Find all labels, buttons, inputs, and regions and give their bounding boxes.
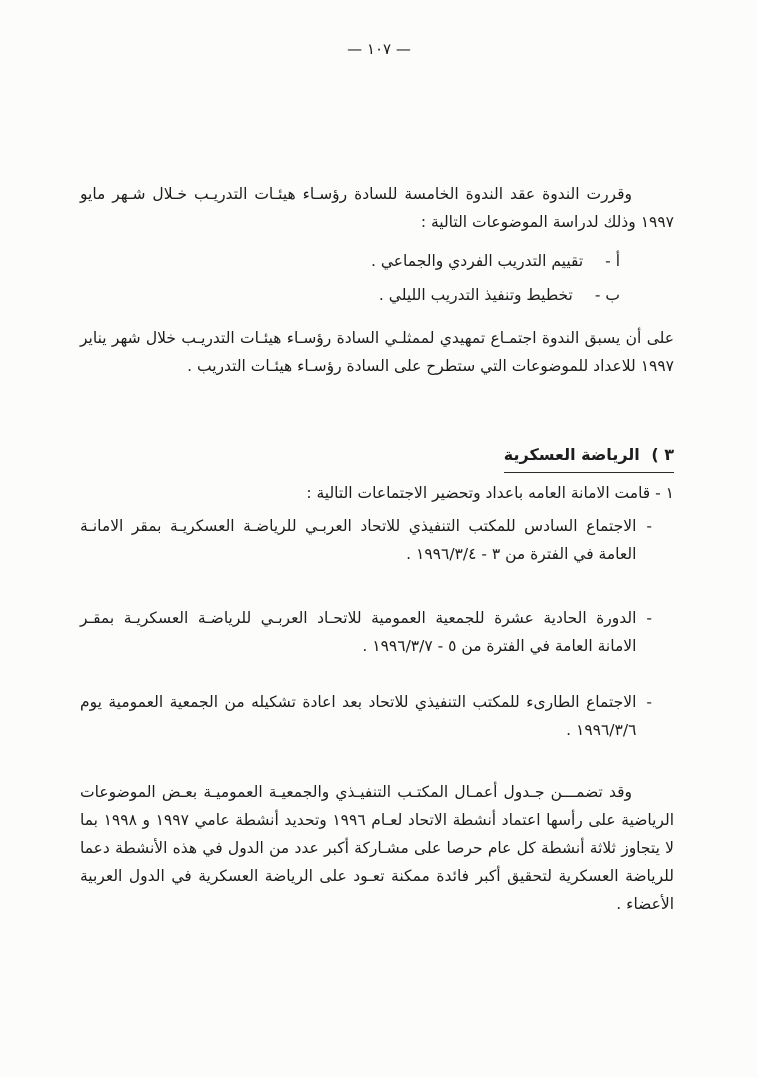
- closing-paragraph: وقد تضمـــن جـدول أعمـال المكتـب التنفيـذي والجمعيـة العموميـة بعـض الموضوعات الرياضية على رأسها اعتماد أنشطة الاتحاد لعـام ١٩٩٦ وتحديد أنشطة عامي ١٩٩٧ و ١٩٩٨ بما لا يتجاوز ثلاثة أنشطة كل عام حرصا على مشـاركة أكبر عدد من الدول في هذه الأنشطة دعما للرياضة العسكرية لتحقيق أكبر فائدة ممكنة تعـود على الرياضة العسكرية في الدول العربية الأعضاء .: [80, 783, 674, 913]
- list-item-a-text: تقييم التدريب الفردي والجماعي .: [371, 252, 584, 270]
- numbered-item: ١ - قامت الامانة العامه باعداد وتحضير الاجتماعات التالية :: [306, 484, 674, 502]
- intro-paragraph: وقررت الندوة عقد الندوة الخامسة للسادة رؤسـاء هيئـات التدريـب خـلال شـهر مايو ١٩٩٧ وذلك لدراسة الموضوعات التالية :: [80, 185, 674, 231]
- bullet-item-1: [80, 512, 652, 568]
- followup-paragraph: على أن يسبق الندوة اجتمـاع تمهيدي لممثلـي السادة رؤسـاء هيئـات التدريـب خلال شهر يناير ١٩٩٧ للاعداد للموضوعات التي ستطرح على السادة رؤسـاء هيئـات التدريب .: [80, 329, 674, 375]
- bullet-1-text: الاجتماع السادس للمكتب التنفيذي للاتحاد العربـي للرياضـة العسكريـة بمقر الامانـة العامة في الفترة من ٣ - ١٩٩٦/٣/٤ .: [80, 517, 637, 563]
- bullet-item-2: [80, 604, 652, 660]
- bullet-1-dash: -: [646, 517, 652, 535]
- section-number: ٣ ): [651, 445, 674, 464]
- section-heading: [504, 442, 674, 473]
- list-item-b-marker: ب -: [594, 286, 620, 304]
- section-title: الرياضة العسكرية: [503, 445, 640, 464]
- list-item-b-text: تخطيط وتنفيذ التدريب الليلي .: [378, 286, 573, 304]
- lettered-list: [140, 247, 620, 315]
- list-item-a: [140, 247, 620, 275]
- list-item-b: [140, 281, 620, 309]
- bullet-3-dash: -: [646, 693, 652, 711]
- bullet-item-3: [80, 688, 652, 744]
- bullet-2-text: الدورة الحادية عشرة للجمعية العمومية للاتحـاد العربـي للرياضـة العسكريـة بمقـر الامانة العامة في الفترة من ٥ - ١٩٩٦/٣/٧ .: [80, 609, 637, 655]
- page-number: — ١٠٧ —: [347, 40, 411, 58]
- bullet-3-text: الاجتماع الطارىء للمكتب التنفيذي للاتحاد بعد اعادة تشكيله من الجمعية العمومية يوم ١٩٩٦/٣/٦ .: [80, 693, 637, 739]
- bullet-2-dash: -: [646, 609, 652, 627]
- list-item-a-marker: أ -: [605, 252, 620, 270]
